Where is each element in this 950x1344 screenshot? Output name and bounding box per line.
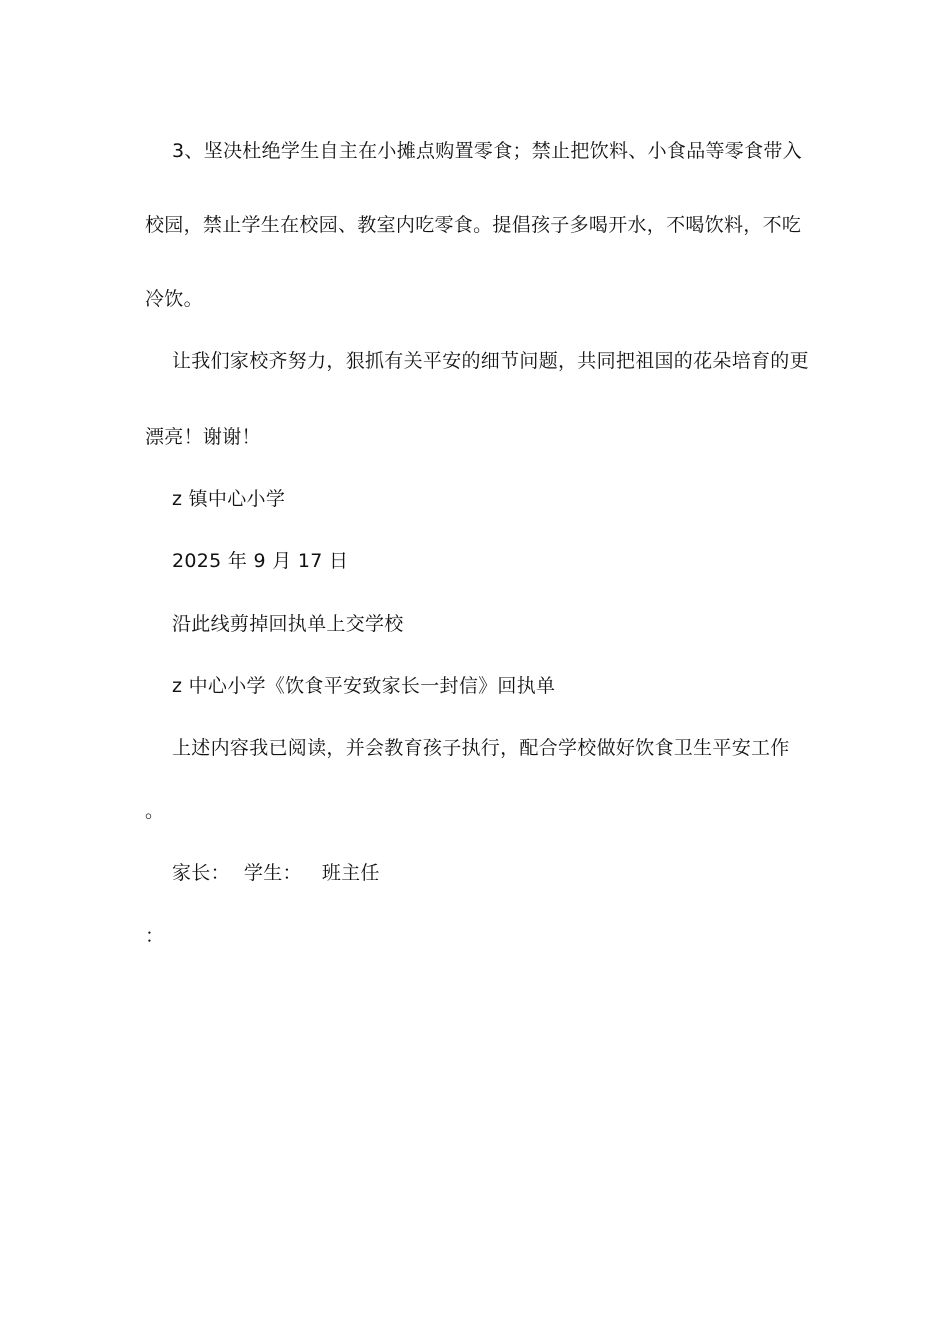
receipt-statement-line-1: 上述内容我已阅读，并会教育孩子执行，配合学校做好饮食卫生平安工作 <box>172 737 790 759</box>
paragraph-3-line-3: 冷饮。 <box>145 288 203 310</box>
paragraph-3-line-2: 校园，禁止学生在校园、教室内吃零食。提倡孩子多喝开水，不喝饮料，不吃 <box>145 214 802 236</box>
signature-date: 2025 年 9 月 17 日 <box>172 550 349 572</box>
cut-line-instruction: 沿此线剪掉回执单上交学校 <box>172 613 404 635</box>
paragraph-3-line-1: 3、坚决杜绝学生自主在小摊点购置零食；禁止把饮料、小食品等零食带入 <box>172 140 802 162</box>
teacher-colon: ： <box>145 925 165 947</box>
student-label: 学生： <box>243 862 302 884</box>
closing-line-1: 让我们家校齐努力，狠抓有关平安的细节问题，共同把祖国的花朵培育的更 <box>172 350 809 372</box>
receipt-signature-row <box>172 860 380 886</box>
parent-label: 家长： <box>172 862 230 884</box>
closing-line-2: 漂亮！谢谢！ <box>145 426 261 448</box>
receipt-title: z 中心小学《饮食平安致家长一封信》回执单 <box>172 675 556 697</box>
signature-school: z 镇中心小学 <box>172 488 286 510</box>
teacher-label: 班主任 <box>321 862 380 884</box>
receipt-statement-line-2: 。 <box>145 800 165 822</box>
